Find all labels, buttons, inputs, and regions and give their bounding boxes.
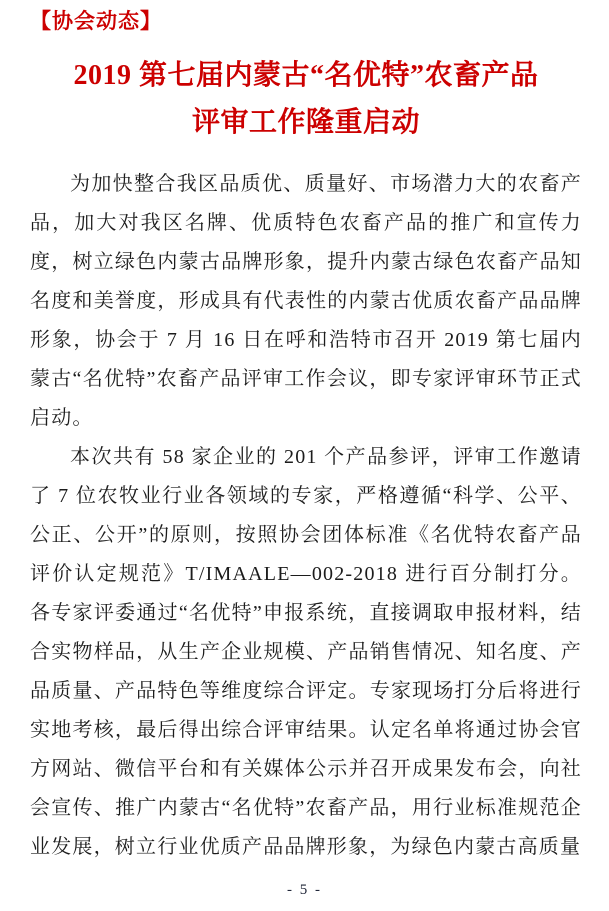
- page-number: - 5 -: [287, 882, 322, 898]
- section-tag: 【协会动态】: [30, 10, 162, 33]
- article-title-line-1: 2019 第七届内蒙古“名优特”农畜产品: [73, 60, 539, 91]
- article-title-line-2: 评审工作隆重启动: [191, 107, 420, 138]
- body-paragraph-2: 本次共有 58 家企业的 201 个产品参评，评审工作邀请了 7 位农牧业行业各领域的专家，严格遵循“科学、公平、公正、公开”的原则，按照协会团体标准《名优特农畜产品评价认定规范》T/IMAALE—002-2018 进行百分制打分。各专家评委通过“名优特”申报系统，直接调取申报材料，结合实物样品，从生产企业规模、产品销售情况、知名度、产品质量、产品特色等维度综合评定。专家现场打分后将进行实地考核，最后得出综合评审结果。认定名单将通过协会官方网站、微信平台和有关媒体公示并召开成果发布会，向社会宣传、推广内蒙古“名优特”农畜产品，用行业标准规范企业发展，树立行业优质产品品牌形象，为绿色内蒙古高质量: [30, 445, 582, 858]
- body-paragraph-1: 为加快整合我区品质优、质量好、市场潜力大的农畜产品，加大对我区名牌、优质特色农畜产品的推广和宣传力度，树立绿色内蒙古品牌形象，提升内蒙古绿色农畜产品知名度和美誉度，形成具有代表性的内蒙古优质农畜产品品牌形象，协会于 7 月 16 日在呼和浩特市召开 2019 第七届内蒙古“名优特”农畜产品评审工作会议，即专家评审环节正式启动。: [30, 172, 582, 429]
- article-body: [30, 165, 582, 867]
- article-title: [30, 52, 582, 146]
